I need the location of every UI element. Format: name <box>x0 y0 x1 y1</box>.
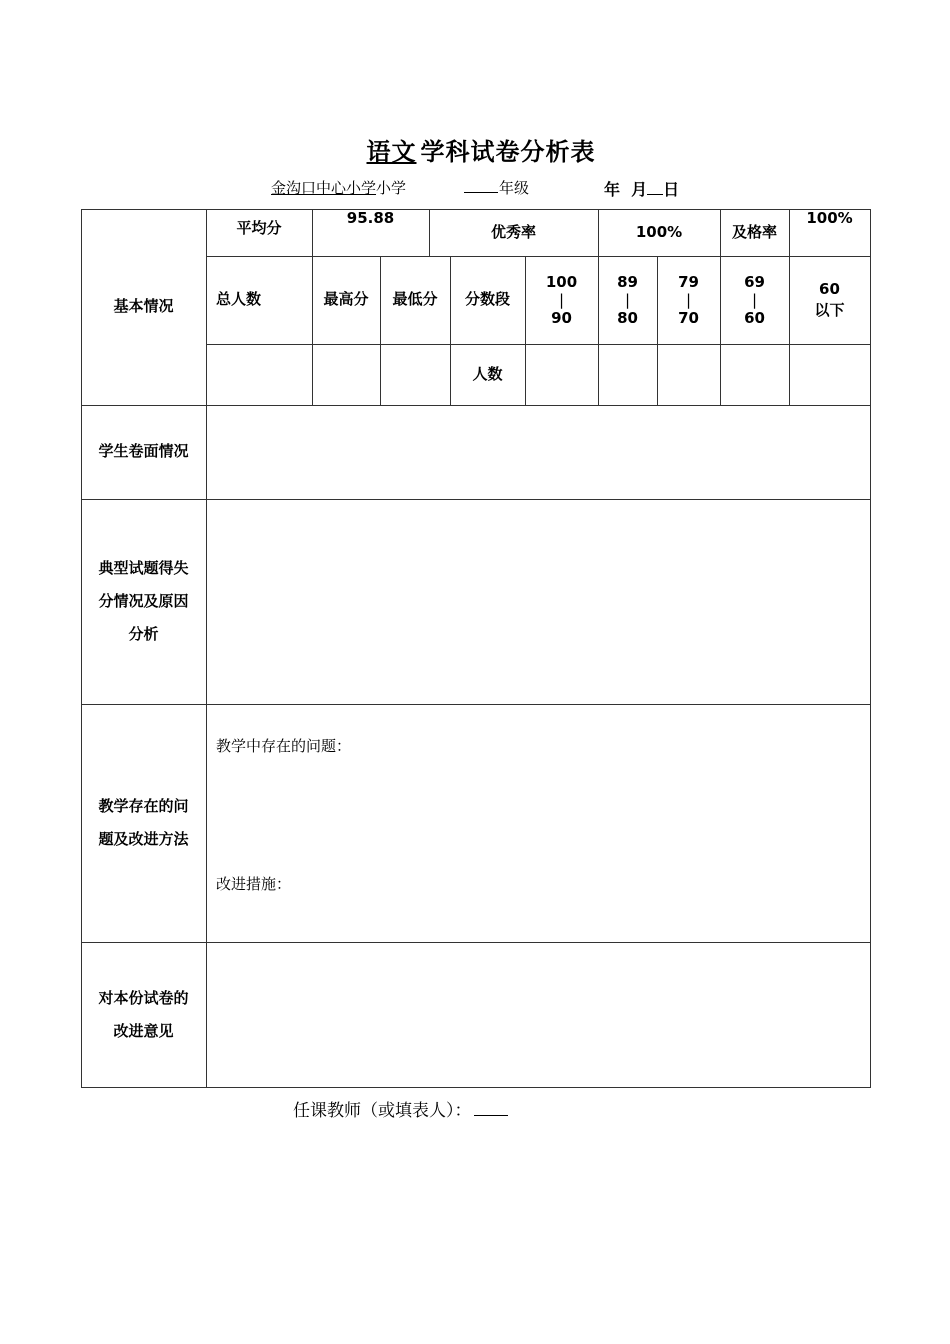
paper-condition-label: 学生卷面情况 <box>98 442 189 461</box>
band-79-70: 79 | 70 <box>678 273 699 327</box>
band-100-90: 100 | 90 <box>545 273 578 327</box>
highest-score-value[interactable] <box>312 344 380 405</box>
average-score-label: 平均分 <box>236 219 282 237</box>
pass-rate-value[interactable]: 100% <box>806 209 853 227</box>
excellent-rate-label: 优秀率 <box>490 222 536 241</box>
subject-name: 语文 <box>366 138 417 166</box>
excellent-rate-value[interactable]: 100% <box>635 222 683 241</box>
count-79-70[interactable] <box>657 344 720 405</box>
school-name: 金沟口中心小学小学 <box>271 179 407 197</box>
lowest-score-label: 最低分 <box>392 290 438 309</box>
total-students-value[interactable] <box>206 344 312 405</box>
count-below-60[interactable] <box>789 344 870 405</box>
pass-rate-label: 及格率 <box>731 222 777 241</box>
grade-field: 年级 <box>464 177 529 198</box>
band-89-80: 89 | 80 <box>617 273 638 327</box>
count-89-80[interactable] <box>598 344 657 405</box>
average-score-value[interactable]: 95.88 <box>346 209 395 227</box>
highest-score-label: 最高分 <box>323 290 369 309</box>
date-field: 年 月 日 <box>604 180 680 199</box>
title-rest: 学科试卷分析表 <box>420 138 596 166</box>
paper-condition-content[interactable] <box>206 405 870 499</box>
lowest-score-value[interactable] <box>380 344 450 405</box>
problems-text: 教学中存在的问题： <box>216 737 352 755</box>
teacher-name-blank[interactable] <box>474 1115 508 1116</box>
band-69-60: 69 | 60 <box>744 273 765 327</box>
count-label: 人数 <box>472 364 503 383</box>
improvement-opinion-label: 对本份试卷的 改进意见 <box>98 988 189 1040</box>
typical-questions-content[interactable] <box>206 499 870 704</box>
typical-questions-label: 典型试题得失 分情况及原因 分析 <box>98 559 189 643</box>
basic-info-label: 基本情况 <box>113 297 174 316</box>
total-students-label: 总人数 <box>216 290 262 309</box>
improvement-opinion-content[interactable] <box>206 942 870 1087</box>
band-below-60: 60 以下 <box>814 280 845 319</box>
count-100-90[interactable] <box>525 344 598 405</box>
teacher-signature: 任课教师（或填表人）： <box>293 1096 508 1121</box>
teaching-problems-label: 教学存在的问 题及改进方法 <box>98 797 189 848</box>
measures-text: 改进措施： <box>216 875 292 893</box>
score-band-label: 分数段 <box>464 290 510 309</box>
count-69-60[interactable] <box>720 344 789 405</box>
